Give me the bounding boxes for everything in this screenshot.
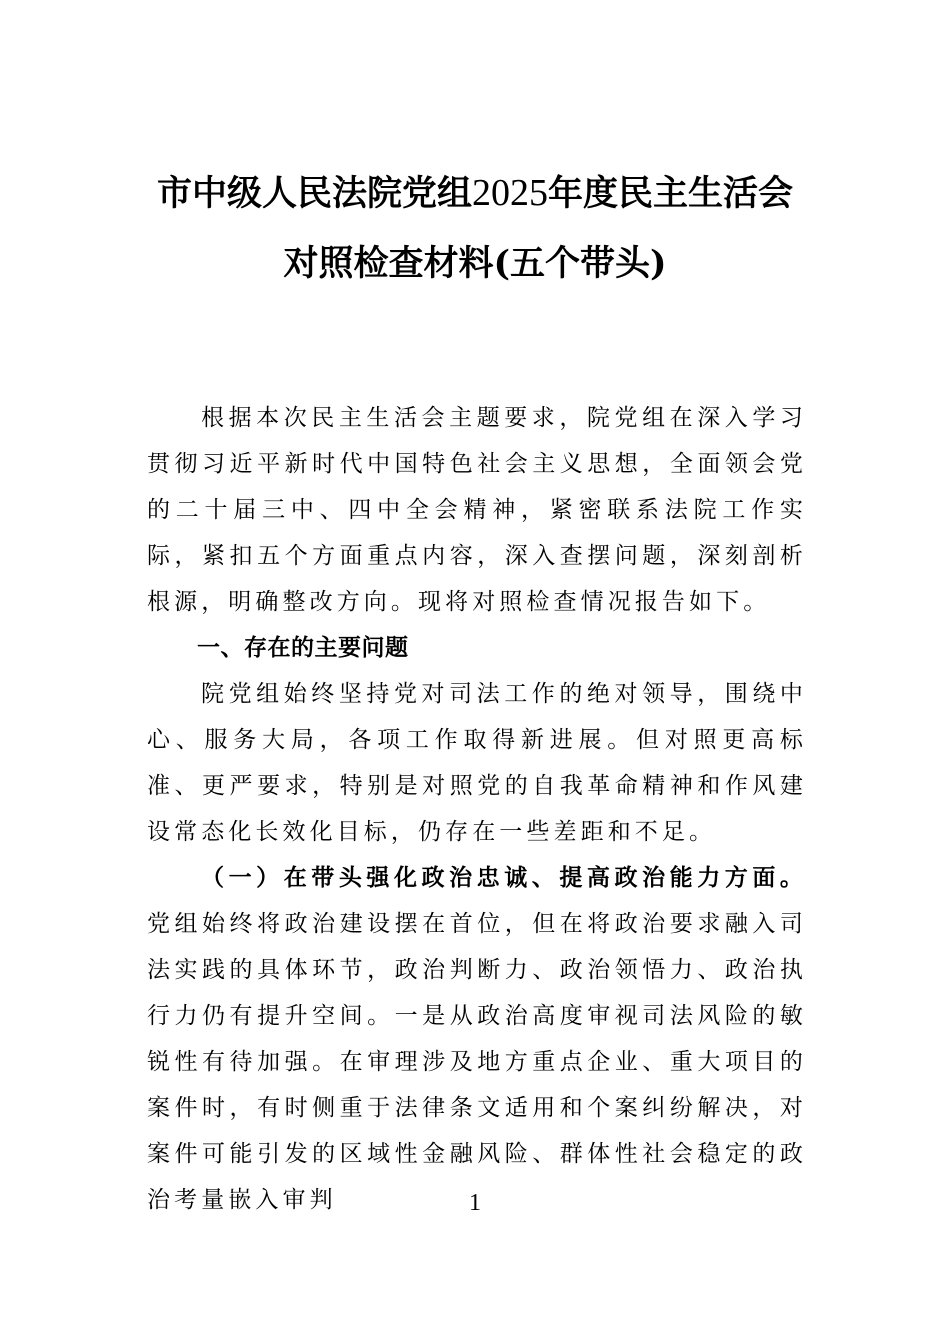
subsection1-paragraph	[147, 855, 807, 1223]
title-suffix: 年度民主生活会	[548, 173, 794, 214]
page-number: 1	[469, 1190, 481, 1216]
subsection1-lead: （一）在带头强化政治忠诚、提高政治能力方面。	[201, 864, 807, 891]
section-heading-existing-problems: 一、存在的主要问题	[197, 635, 409, 661]
document-body	[147, 395, 807, 1223]
document-title-line-1	[0, 173, 950, 214]
title-prefix: 市中级人民法院党组	[156, 173, 472, 214]
title-year: 2025	[472, 172, 548, 214]
section1-paragraph: 院党组始终坚持党对司法工作的绝对领导，围绕中心、服务大局，各项工作取得新进展。但对照更高标准、更严要求，特别是对照党的自我革命精神和作风建设常态化长效化目标，仍存在一些差距和不足。	[147, 681, 807, 845]
subsection1-body: 党组始终将政治建设摆在首位，但在将政治要求融入司法实践的具体环节，政治判断力、政治领悟力、政治执行力仍有提升空间。一是从政治高度审视司法风险的敏锐性有待加强。在审理涉及地方重点企业、重大项目的案件时，有时侧重于法律条文适用和个案纠纷解决，对案件可能引发的区域性金融风险、群体性社会稳定的政治考量嵌入审判	[147, 911, 807, 1213]
document-title-line-2: 对照检查材料(五个带头)	[283, 243, 667, 284]
intro-paragraph: 根据本次民主生活会主题要求，院党组在深入学习贯彻习近平新时代中国特色社会主义思想，全面领会党的二十届三中、四中全会精神，紧密联系法院工作实际，紧扣五个方面重点内容，深入查摆问题，深刻剖析根源，明确整改方向。现将对照检查情况报告如下。	[147, 405, 807, 615]
